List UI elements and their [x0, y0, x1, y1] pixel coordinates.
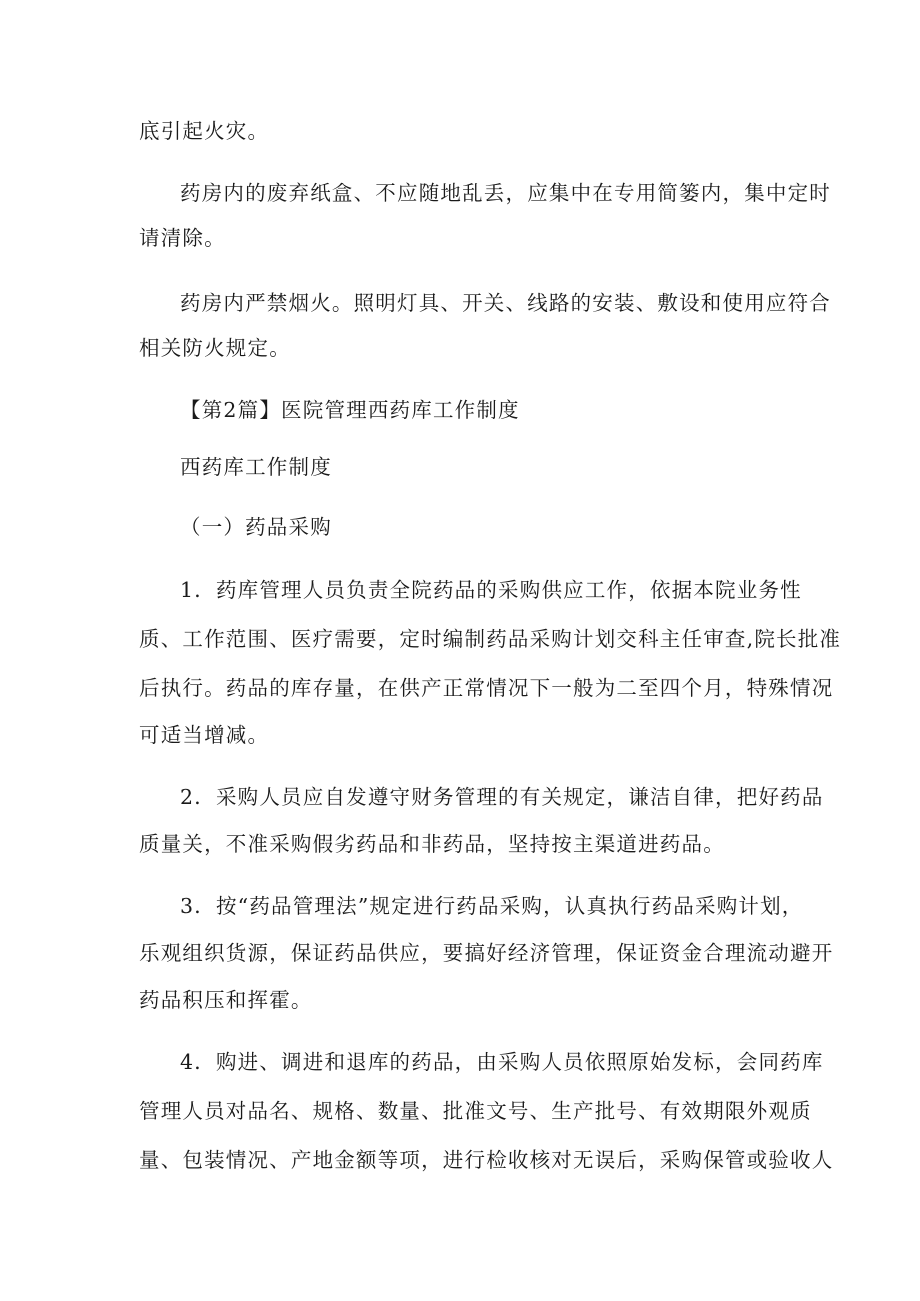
- text-line: 质量关，不准采购假劣药品和非药品，坚持按主渠道进药品。: [139, 832, 725, 856]
- subsection-heading: （一）药品采购: [180, 515, 332, 539]
- section-subheading: 西药库工作制度: [180, 455, 332, 479]
- text-line: 请清除。: [139, 226, 226, 250]
- text-line: 3．按“药品管理法”规定进行药品采购，认真执行药品采购计划，: [180, 894, 804, 918]
- section-heading: 【第2篇】医院管理西药库工作制度: [180, 398, 520, 422]
- text-line: 药房内的废弃纸盒、不应随地乱丢，应集中在专用简篓内，集中定时: [180, 181, 831, 205]
- text-line: 可适当增减。: [139, 723, 270, 747]
- text-line: 量、包装情况、产地金额等项，进行检收核对无误后，采购保管或验收人: [139, 1148, 834, 1172]
- text-line: 质、工作范围、医疗需要，定时编制药品采购计划交科主任审查,院长批准: [139, 627, 842, 651]
- text-line: 相关防火规定。: [139, 336, 291, 360]
- text-line: 管理人员对品名、规格、数量、批准文号、生产批号、有效期限外观质: [139, 1099, 812, 1123]
- text-line: 乐观组织货源，保证药品供应，要搞好经济管理，保证资金合理流动避开: [139, 941, 834, 965]
- text-line: 药品积压和挥霍。: [139, 988, 313, 1012]
- text-line: 后执行。药品的库存量，在供产正常情况下一般为二至四个月，特殊情况: [139, 676, 834, 700]
- text-line: 2．采购人员应自发遵守财务管理的有关规定，谦洁自律，把好药品: [180, 785, 824, 809]
- text-line: 药房内严禁烟火。照明灯具、开关、线路的安装、敷设和使用应符合: [180, 291, 831, 315]
- text-line: 底引起火灾。: [139, 119, 270, 143]
- text-line: 1．药库管理人员负责全院药品的采购供应工作，依据本院业务性: [180, 578, 802, 602]
- text-line: 4．购进、调进和退库的药品，由采购人员依照原始发标，会同药库: [180, 1050, 824, 1074]
